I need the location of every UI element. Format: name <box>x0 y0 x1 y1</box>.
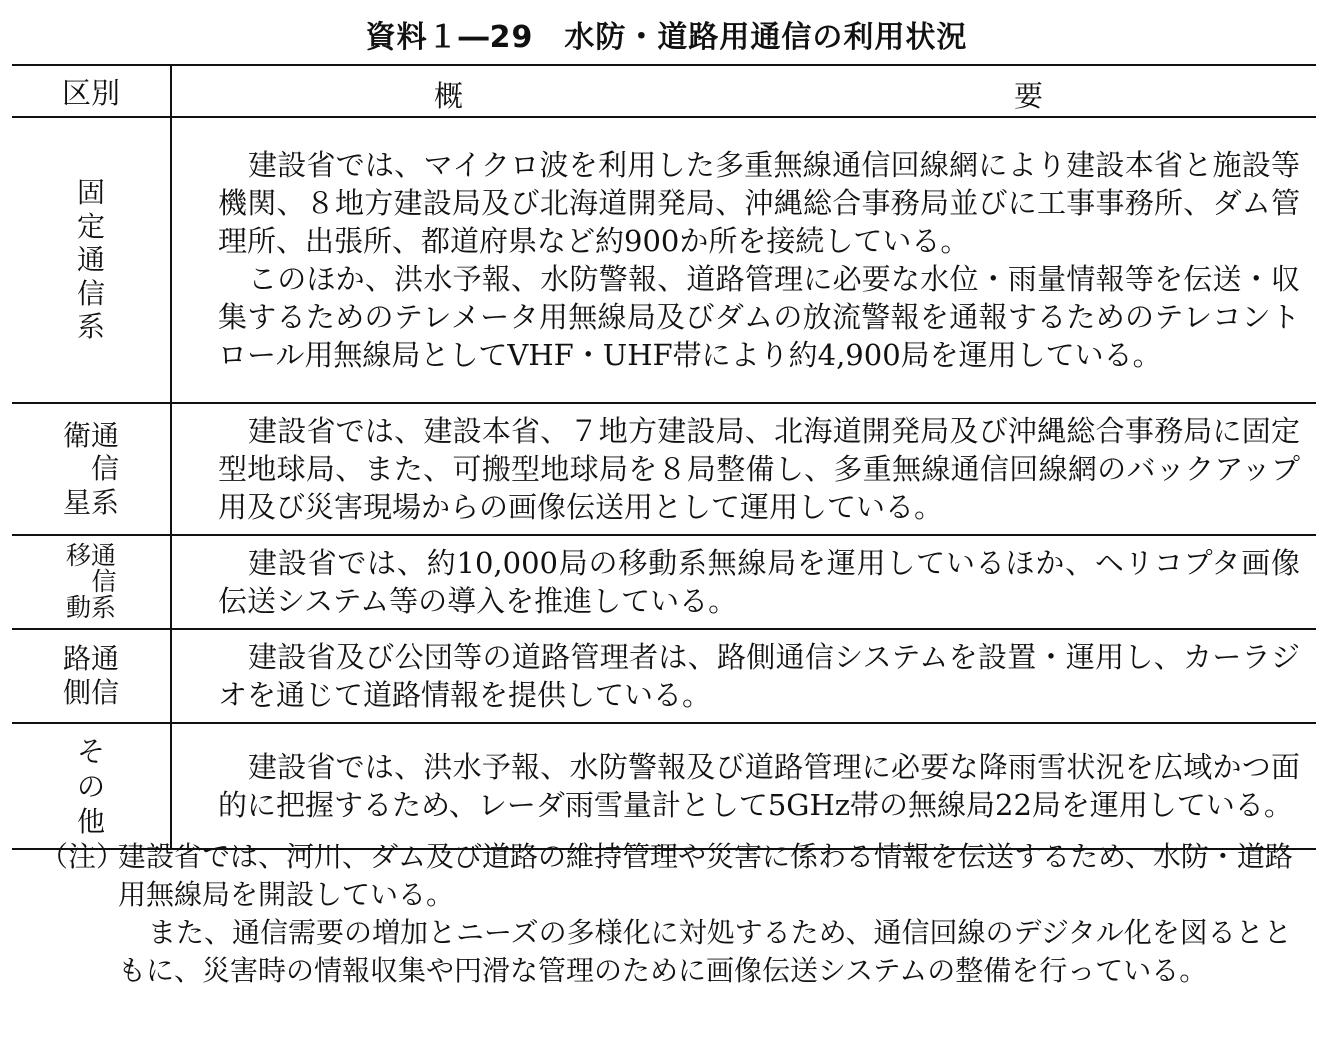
category-char: の <box>76 769 105 803</box>
table-row-mobile <box>12 535 1316 629</box>
description-paragraph: 建設省及び公団等の道路管理者は、路側通信システムを設置・運用し、カーラジオを通じて道路情報を提供している。 <box>218 640 1300 712</box>
category-char: 定 <box>76 209 105 243</box>
header-description <box>171 65 1316 117</box>
footnote-first-paragraph <box>40 838 1300 914</box>
footnote <box>40 838 1300 990</box>
header-desc-right: 要 <box>1014 79 1044 113</box>
category-char: 信 <box>90 452 119 486</box>
description-other <box>171 723 1316 849</box>
description-paragraph: このほか、洪水予報、水防警報、道路管理に必要な水位・雨量情報等を伝送・収集するためのテレメータ用無線局及びダムの放流警報を通報するためのテレコントロール用無線局としてVHF・UHF帯により約4,900局を運用している。 <box>218 262 1300 372</box>
category-char: 通 <box>76 243 105 277</box>
category-char: 他 <box>76 804 105 838</box>
category-fixed-comm <box>12 117 171 403</box>
table-row-other <box>12 723 1316 849</box>
description-fixed-comm <box>171 117 1316 403</box>
description-paragraph: 建設省では、建設本省、７地方建設局、北海道開発局及び沖縄総合事務局に固定型地球局、また、可搬型地球局を８局整備し、多重無線通信回線網のバックアップ用及び災害現場からの画像伝送用として運用している。 <box>218 414 1300 524</box>
table-row-satellite <box>12 403 1316 535</box>
description-satellite-comm <box>171 403 1316 535</box>
footnote-text-2: また、通信需要の増加とニーズの多様化に対処するため、通信回線のデジタル化を図るとともに、災害時の情報収集や円滑な管理のために画像伝送システムの整備を行っている。 <box>118 916 1292 987</box>
description-mobile-comm <box>171 535 1316 629</box>
description-paragraph: 建設省では、洪水予報、水防警報及び道路管理に必要な降雨雪状況を広域かつ面的に把握するため、レーダ雨雪量計として5GHz帯の無線局22局を運用している。 <box>218 750 1300 822</box>
usage-table <box>12 64 1316 850</box>
table-row-fixed <box>12 117 1316 403</box>
footnote-second-paragraph <box>40 914 1300 990</box>
footnote-label: （注） <box>40 840 125 873</box>
category-mobile-comm <box>12 535 171 629</box>
category-roadside-comm <box>12 629 171 723</box>
category-char: 路通 <box>62 642 119 676</box>
description-paragraph: 建設省では、マイクロ波を利用した多重無線通信回線網により建設本省と施設等機関、８地方建設局及び北海道開発局、沖縄総合事務局並びに工事事務所、ダム管理所、出張所、都道府県など約900か所を接続している。 <box>218 148 1300 258</box>
description-paragraph: 建設省では、約10,000局の移動系無線局を運用しているほか、ヘリコプタ画像伝送システム等の導入を推進している。 <box>218 546 1300 618</box>
table-header-row <box>12 65 1316 117</box>
category-char: 信 <box>91 566 117 596</box>
category-char: 衛通 <box>62 418 119 452</box>
category-satellite-comm <box>12 403 171 535</box>
table-row-roadside <box>12 629 1316 723</box>
header-desc-left: 概 <box>434 79 464 113</box>
category-other <box>12 723 171 849</box>
document-title: 資料１―29 水防・道路用通信の利用状況 <box>365 20 968 55</box>
category-char: 系 <box>76 310 105 344</box>
category-char: 側信 <box>62 676 119 709</box>
category-char: 移通 <box>65 540 116 570</box>
category-char: 星系 <box>62 485 119 519</box>
description-roadside-comm <box>171 629 1316 723</box>
category-char: そ <box>76 734 105 768</box>
category-char: 動系 <box>65 593 116 623</box>
category-char: 固 <box>76 176 105 210</box>
category-char: 信 <box>76 276 105 310</box>
footnote-text-1: 建設省では、河川、ダム及び道路の維持管理や災害に係わる情報を伝送するため、水防・道路用無線局を開設している。 <box>118 840 1293 911</box>
header-category: 区別 <box>12 65 171 117</box>
